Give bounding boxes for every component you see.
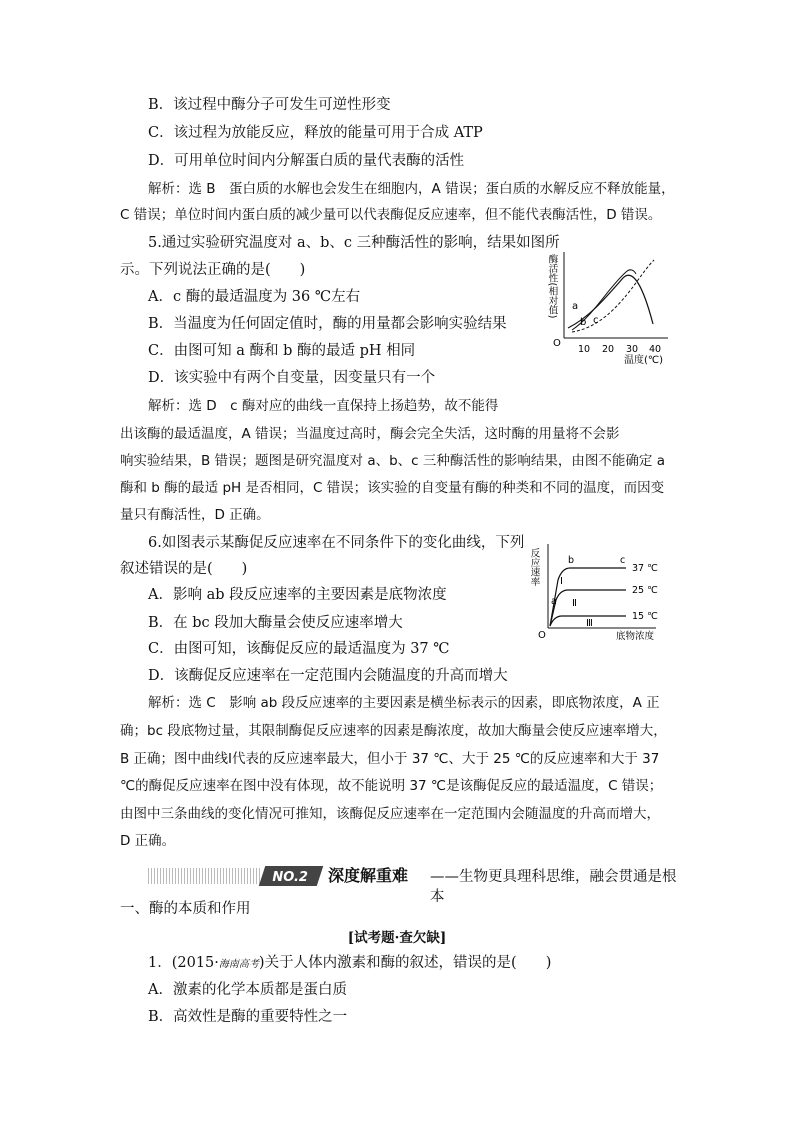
q6-option-a: A．影响 ab 段反应速率的主要因素是底物浓度 [148, 587, 447, 603]
q4-jiexi-line: C 错误；单位时间内蛋白质的减少量可以代表酶促反应速率，但不能代表酶活性，D 错误。 [120, 207, 662, 223]
q5-jiexi-line: 解析：选 D c 酶对应的曲线一直保持上扬趋势，故不能得 [148, 398, 499, 414]
q5-jiexi-line: 出该酶的最适温度，A 错误；当温度过高时，酶会完全失活，这时酶的用量将不会影 [120, 426, 620, 442]
q1-stem [148, 953, 551, 975]
x-tick-label: 20 [602, 344, 615, 355]
q5-option-b: B．当温度为任何固定值时，酶的用量都会影响实验结果 [148, 316, 507, 332]
q6-option-c: C．由图可知，该酶促反应的最适温度为 37 ℃ [148, 641, 450, 657]
q5-jiexi-line: 响实验结果，B 错误；题图是研究温度对 a、b、c 三种酶活性的影响结果，由图不能确定 a [120, 453, 665, 469]
banner-title: 深度解重难 [328, 866, 409, 885]
point-label-c: c [620, 555, 626, 566]
banner-subtitle: ——生物更具理科思维，融会贯通是根本 [430, 869, 677, 905]
temp-label-25: 25 ℃ [632, 585, 658, 596]
section-subheading: [试考题·查欠缺] [347, 930, 447, 946]
y-axis-label: 酶活性(相对值) [546, 254, 558, 319]
x-axis-label: 底物浓度 [616, 631, 655, 642]
q6-reaction-rate-figure [530, 540, 680, 645]
q4-option-c: C．该过程为放能反应，释放的能量可用于合成 ATP [148, 125, 483, 141]
temp-label-37: 37 ℃ [632, 563, 658, 574]
q1-option-a: A．激素的化学本质都是蛋白质 [148, 982, 347, 998]
curve-label-III: Ⅲ [586, 618, 593, 629]
q5-stem-line: 5.通过实验研究温度对 a、b、c 三种酶活性的影响，结果如图所 [148, 235, 560, 251]
curve-label-b: b [580, 317, 587, 328]
x-axis-label: 温度(℃) [624, 355, 664, 366]
q5-jiexi-line: 酶和 b 酶的最适 pH 是否相同，C 错误；该实验的自变量有酶的种类和不同的温度，而因变 [120, 480, 665, 496]
q6-stem-line: 6.如图表示某酶促反应速率在不同条件下的变化曲线，下列 [148, 535, 525, 551]
q5-option-a: A．c 酶的最适温度为 36 ℃左右 [148, 289, 361, 305]
q5-enzyme-activity-figure [538, 246, 688, 366]
section-heading: 一、酶的本质和作用 [120, 901, 251, 917]
origin-label: O [553, 338, 561, 349]
x-tick-label: 10 [578, 344, 591, 355]
q1-stem-rest: )关于人体内激素和酶的叙述，错误的是( ) [258, 955, 552, 971]
point-label-b: b [568, 555, 575, 566]
banner-logo-text: NO.2 [272, 870, 309, 885]
banner-logo [259, 866, 323, 886]
origin-label: O [538, 630, 546, 641]
q6-jiexi-line: 确；bc 段底物过量，其限制酶促反应速率的因素是酶浓度，故加大酶量会使反应速率增大， [120, 723, 667, 739]
x-tick-label: 30 [626, 344, 639, 355]
q6-jiexi-line: 解析：选 C 影响 ab 段反应速率的主要因素是横坐标表示的因素，即底物浓度，A 正 [148, 695, 660, 711]
q4-option-b: B．该过程中酶分子可发生可逆性形变 [148, 97, 391, 113]
q4-option-d: D．可用单位时间内分解蛋白质的量代表酶的活性 [148, 153, 465, 169]
q6-jiexi-line: D 正确。 [120, 833, 176, 849]
q1-prefix: 1．(2015· [148, 955, 219, 971]
q6-stem-line: 叙述错误的是( ) [120, 561, 248, 577]
point-label-a: a [551, 596, 557, 607]
curve-label-II: Ⅱ [572, 598, 577, 609]
q6-option-b: B．在 bc 段加大酶量会使反应速率增大 [148, 615, 403, 631]
q6-option-d: D．该酶促反应速率在一定范围内会随温度的升高而增大 [148, 668, 508, 684]
q1-source: 海南高考 [218, 959, 259, 970]
q6-jiexi-line: B 正确；图中曲线Ⅰ代表的反应速率最大，但小于 37 ℃、大于 25 ℃的反应速率和大于 37 [120, 751, 660, 767]
curve-label-I: Ⅰ [560, 576, 563, 587]
curve-label-c: c [593, 315, 599, 326]
temp-label-15: 15 ℃ [632, 611, 658, 622]
y-axis-label: 反应速率 [528, 548, 540, 586]
curve-label-a: a [572, 301, 579, 312]
banner-stripes [148, 868, 260, 884]
q5-stem-line: 示。下列说法正确的是( ) [120, 262, 306, 278]
x-tick-label: 40 [649, 344, 662, 355]
q4-jiexi-line: 解析：选 B 蛋白质的水解也会发生在细胞内，A 错误；蛋白质的水解反应不释放能量， [148, 181, 675, 197]
q5-jiexi-line: 量只有酶活性，D 正确。 [120, 507, 270, 523]
q6-jiexi-line: 由图中三条曲线的变化情况可推知，该酶促反应速率在一定范围内会随温度的升高而增大， [120, 806, 660, 822]
q5-option-d: D．该实验中有两个自变量，因变量只有一个 [148, 370, 436, 386]
section-banner [148, 866, 688, 905]
q6-jiexi-line: ℃的酶促反应速率在图中没有体现，故不能说明 37 ℃是该酶促反应的最适温度，C 错误； [120, 778, 663, 794]
q1-option-b: B．高效性是酶的重要特性之一 [148, 1009, 348, 1025]
q5-option-c: C．由图可知 a 酶和 b 酶的最适 pH 相同 [148, 343, 416, 359]
